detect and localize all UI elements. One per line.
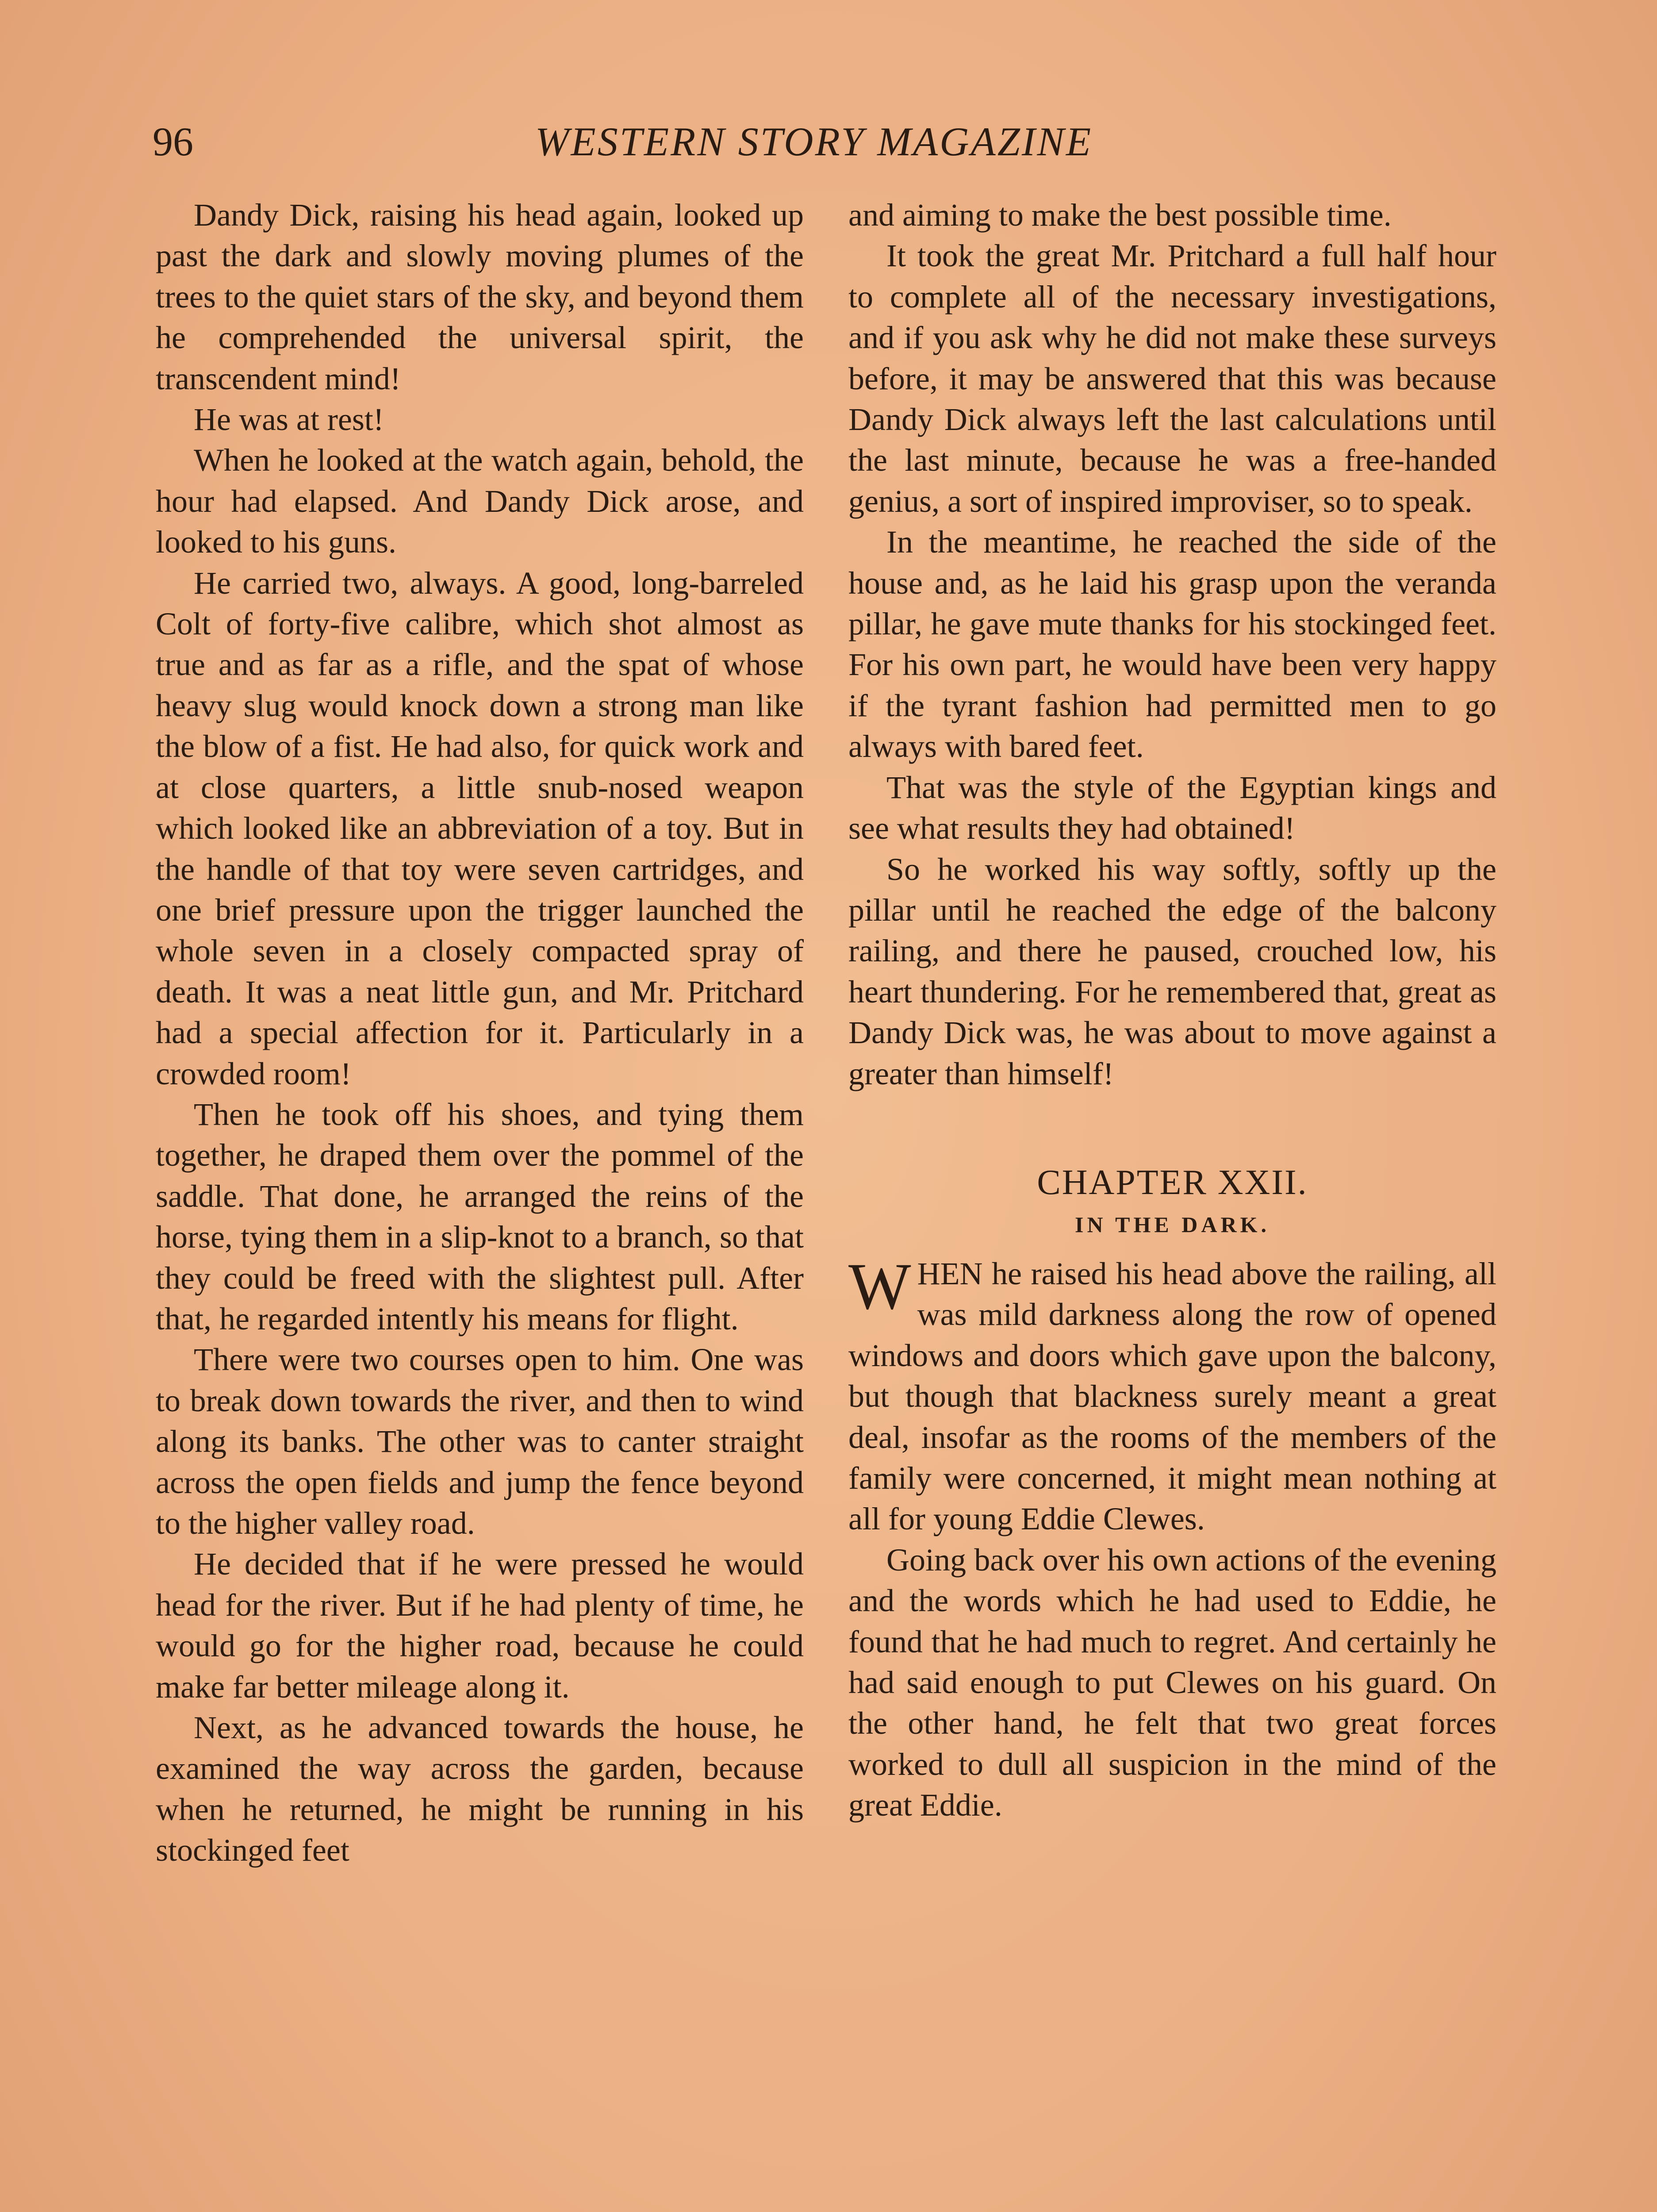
paragraph: Dandy Dick, raising his head again, looked up past the dark and slowly moving plumes of the trees to the quiet stars of the sky, and beyond them he comprehended the universal spirit, the transcendent mind! (156, 197, 804, 396)
drop-cap: W (848, 1249, 911, 1323)
paragraph: He carried two, always. A good, long-barreled Colt of forty-five calibre, which shot almost as true and as far as a rifle, and the spat of whose heavy slug would knock down a strong man like the blow of a fist. He had also, for quick work and at close quarters, a little snub-nosed weapon which looked like an abbreviation of a toy. But in the handle of that toy were seven cartridges, and one brief pressure upon the trigger launched the whole seven in a closely compacted spray of death. It was a neat little gun, and Mr. Pritchard had a special affection for it. Particularly in a crowded room! (156, 565, 804, 1091)
paragraph: There were two courses open to him. One was to break down towards the river, and then to wind along its banks. The other was to canter straight across the open fields and jump the fence beyond to the higher valley road. (156, 1342, 804, 1541)
paragraph: Going back over his own actions of the evening and the words which he had used to Eddie, he found that he had much to regret. And certainly he had said enough to put Clewes on his guard. On the other hand, he felt that two great forces worked to dull all suspicion in the mind of the great Eddie. (848, 1542, 1496, 1823)
paragraph: In the meantime, he reached the side of the house and, as he laid his grasp upon the veranda pillar, he gave mute thanks for his stockinged feet. For his own part, he would have been very happy if the tyrant fashion had permitted men to go always with bared feet. (848, 524, 1496, 764)
continued-paragraph: and aiming to make the best possible time. (848, 197, 1392, 233)
chapter-subtitle: IN THE DARK. (1075, 1212, 1270, 1237)
paragraph: That was the style of the Egyptian kings and see what results they had obtained! (848, 769, 1496, 846)
chapter-title: CHAPTER XXII. (1037, 1163, 1308, 1202)
paragraph: It took the great Mr. Pritchard a full half hour to complete all of the necessary investigations, and if you ask why he did not make these surveys before, it may be answered that this was because Dandy Dick always left the last calculations until the last minute, because he was a free-handed genius, a sort of inspired improviser, so to speak. (848, 238, 1496, 519)
page-number: 96 (153, 119, 193, 164)
left-column (156, 195, 804, 1871)
opening-paragraph (848, 1249, 1496, 1540)
paragraph: Next, as he advanced towards the house, he examined the way across the garden, because when he returned, he might be running in his stockinged feet (156, 1710, 804, 1868)
paragraph: When he looked at the watch again, behold, the hour had elapsed. And Dandy Dick arose, and looked to his guns. (156, 442, 804, 560)
page-header (153, 113, 1475, 179)
paragraph: Then he took off his shoes, and tying them together, he draped them over the pommel of the saddle. That done, he arranged the reins of the horse, tying them in a slip-knot to a branch, so that they could be freed with the slightest pull. After that, he regarded intently his means for flight. (156, 1096, 804, 1336)
paragraph: He decided that if he were pressed he would head for the river. But if he had plenty of time, he would go for the higher road, because he could make far better mileage along it. (156, 1546, 804, 1705)
opening-text: HEN he raised his head above the railing, all was mild darkness along the row of opened windows and doors which gave upon the balcony, but though that blackness surely meant a great deal, insofar as the rooms of the members of the family were concerned, it might mean nothing at all for young Eddie Clewes. (848, 1256, 1496, 1537)
paragraph: So he worked his way softly, softly up the pillar until he reached the edge of the balcony railing, and there he paused, crouched low, his heart thundering. For he remembered that, great as Dandy Dick was, he was about to move against a greater than himself! (848, 851, 1496, 1091)
running-head: WESTERN STORY MAGAZINE (535, 119, 1093, 164)
paragraph: He was at rest! (194, 402, 384, 438)
right-column (848, 195, 1496, 1826)
